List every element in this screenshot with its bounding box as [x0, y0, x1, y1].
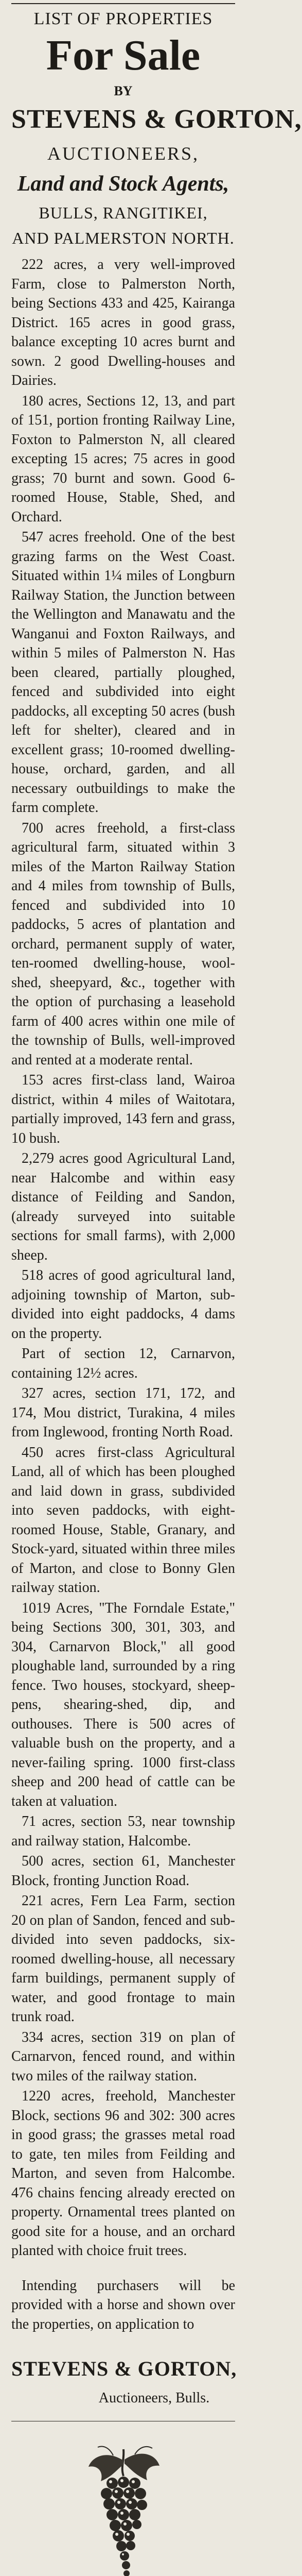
listing-item: 334 acres, section 319 on plan of Carnarvon, fenced round, and within two miles of the railway station.: [11, 2029, 235, 2084]
listing-item: 500 acres, section 61, Manchester Block, fronting Junction Road.: [11, 1853, 235, 1889]
listing-item: 547 acres freehold. One of the best grazing farms on the West Coast. Situated within 1¼ miles of Longburn Railway Station, the Junction between the Wellington and Manawatu and the Wanganui and Foxton Railways, and within 5 miles of Palmerston N. Has been cleared, partially ploughed, fenced and subdivided into eight paddocks, all excepting 50 acres (bush left for shelter), cleared and in excellent grass; 10-roomed dwelling-house, orchard, garden, and all necessary outbuildings to make the farm complete.: [11, 529, 235, 816]
auctioneers-label: AUCTIONEERS,: [47, 143, 199, 164]
closing-note: Intending purchasers will be provided with a horse and shown over the properties, on application to: [11, 2277, 235, 2332]
agents-label: Land and Stock Agents,: [17, 172, 229, 196]
listing-item: 71 acres, section 53, near township and railway station, Halcombe.: [11, 1814, 235, 1849]
grape-vine-drawing: [77, 2440, 170, 2576]
listing-item: 221 acres, Fern Lea Farm, section 20 on plan of Sandon, fenced and sub-divided into seven paddocks, six-roomed dwelling-house, all necessary farm buildings, permanent supply of water, and good frontage to main trunk road.: [11, 1893, 235, 2025]
signature-firm: STEVENS & GORTON,: [11, 2357, 237, 2380]
listing-item: 222 acres, a very well-improved Farm, close to Palmerston North, being Sections 433 and 425, Kairanga District. 165 acres in good grass, balance excepting 10 acres burnt and sown. 2 good Dwelling-houses and Dairies.: [11, 257, 235, 388]
list-title: LIST OF PROPERTIES: [33, 9, 213, 28]
top-rule: [11, 3, 235, 4]
town-line-1: BULLS, RANGITIKEI,: [39, 204, 208, 222]
for-sale-heading: For Sale: [46, 31, 201, 79]
listing-item: 1019 Acres, "The Forndale Estate," being Sections 300, 301, 303, and 304, Carnarvon Block," all good ploughable land, surrounded by a ring fence. Two houses, stockyard, sheep-pens, shearing-shed, dip, and outhouses. There is 500 acres of valuable bush on the property, and a never-failing spring. 1000 first-class sheep and 200 head of cattle can be taken at valuation.: [11, 1600, 235, 1809]
town-line-2: AND PALMERSTON NORTH.: [12, 229, 235, 247]
signature-subtitle: Auctioneers, Bulls.: [98, 2390, 210, 2406]
firm-name: STEVENS & GORTON,: [11, 105, 302, 134]
listing-item: 2,279 acres good Agricultural Land, near Halcombe and within easy distance of Feilding and Sandon, (already surveyed into suitable sections for small farms), with 2,000 sheep.: [11, 1150, 235, 1263]
listing-item: 327 acres, section 171, 172, and 174, Mou district, Turakina, 4 miles from Inglewood, fronting North Road.: [11, 1385, 235, 1440]
listing-item: Part of section 12, Carnarvon, containing 12½ acres.: [11, 1346, 235, 1381]
listing-item: 1220 acres, freehold, Manchester Block, sections 96 and 302: 300 acres in good grass; the grasses metal road to gate, ten miles from Feilding and Marton, and seven from Halcombe. 476 chains fencing already erected on property. Ornamental trees planted on good site for a house, and an orchard planted with choice fruit trees.: [11, 2088, 235, 2259]
grape-vine-icon: [11, 2440, 235, 2576]
listing-item: 450 acres first-class Agricultural Land, all of which has been ploughed and laid down in grass, subdivided into seven paddocks, with eight-roomed House, Stable, Granary, and Stock-yard, situated within three miles of Marton, and close to Bonny Glen railway station.: [11, 1444, 235, 1596]
listing-item: 180 acres, Sections 12, 13, and part of 151, portion fronting Railway Line, Foxton to Palmerston N, all cleared excepting 15 acres; 75 acres in good grass; 70 burnt and sown. Good 6-roomed House, Stable, Shed, and Orchard.: [11, 393, 235, 525]
listing-item: 153 acres first-class land, Wairoa district, within 4 miles of Waitotara, partially improved, 143 fern and grass, 10 bush.: [11, 1072, 235, 1146]
listing-item: 700 acres freehold, a first-class agricultural farm, situated within 3 miles of the Marton Railway Station and 4 miles from township of Bulls, fenced and subdivided into 10 paddocks, 5 acres of plantation and orchard, permanent supply of water, ten-roomed dwelling-house, wool-shed, sheepyard, &c., together with the option of purchasing a leasehold farm of 400 acres within one mile of the township of Bulls, well-improved and rented at a moderate rental.: [11, 820, 235, 1068]
listing-item: 518 acres of good agricultural land, adjoining township of Marton, sub-divided into eight paddocks, 4 dams on the property.: [11, 1267, 235, 1342]
by-label: BY: [114, 83, 133, 98]
property-listings: [11, 255, 235, 2261]
